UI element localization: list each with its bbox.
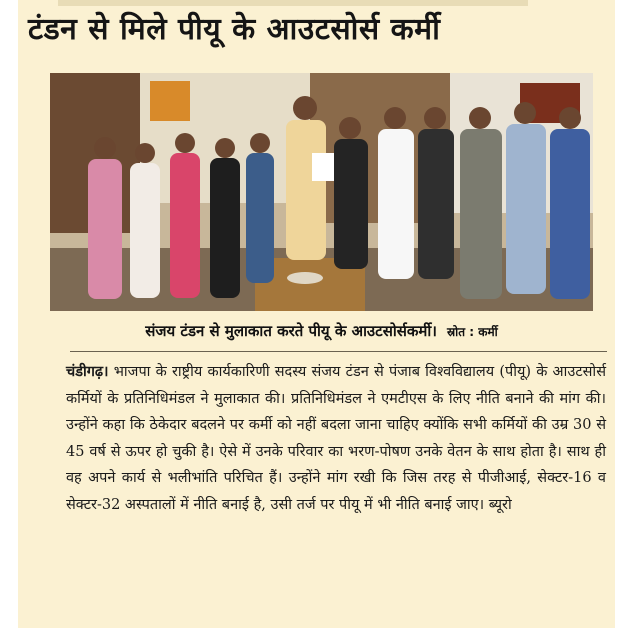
news-photo xyxy=(50,73,593,311)
caption-text: संजय टंडन से मुलाकात करते पीयू के आउटसोर्सकर्मी। xyxy=(145,322,437,340)
photo-caption xyxy=(50,312,593,350)
caption-divider xyxy=(70,351,607,352)
previous-article-strip xyxy=(58,0,528,6)
article-body xyxy=(66,359,606,519)
dateline: चंडीगढ़। xyxy=(66,364,109,380)
headline: टंडन से मिले पीयू के आउटसोर्स कर्मी xyxy=(28,12,441,47)
group-photo-illustration xyxy=(50,73,593,311)
article-body-text: भाजपा के राष्ट्रीय कार्यकारिणी सदस्य संजय टंडन से पंजाब विश्वविद्यालय (पीयू) के आउटसोर्स कर्मियों के प्रतिनिधिमंडल ने मुलाकात की। प्रतिनिधिमंडल ने एमटीएस के लिए नीति बनाने की मांग की। उन्होंने कहा कि ठेकेदार बदलने पर कर्मी को नहीं बदला जाना चाहिए क्योंकि सभी कर्मियों की उम्र 30 से 45 वर्ष से ऊपर हो चुकी है। ऐसे में उनके परिवार का भरण-पोषण उनके वेतन के साथ होता है। साथ ही वह अपने कार्य से भलीभांति परिचित हैं। उन्होंने मांग रखी कि जिस तरह से पीजीआई, सेक्टर-16 व सेक्टर-32 अस्पतालों में नीति बनाई है, उसी तर्ज पर पीयू में भी नीति बनाई जाए। ब्यूरो xyxy=(66,364,606,513)
newspaper-clipping xyxy=(18,0,615,628)
photo-source: स्रोत : कर्मी xyxy=(446,324,498,339)
